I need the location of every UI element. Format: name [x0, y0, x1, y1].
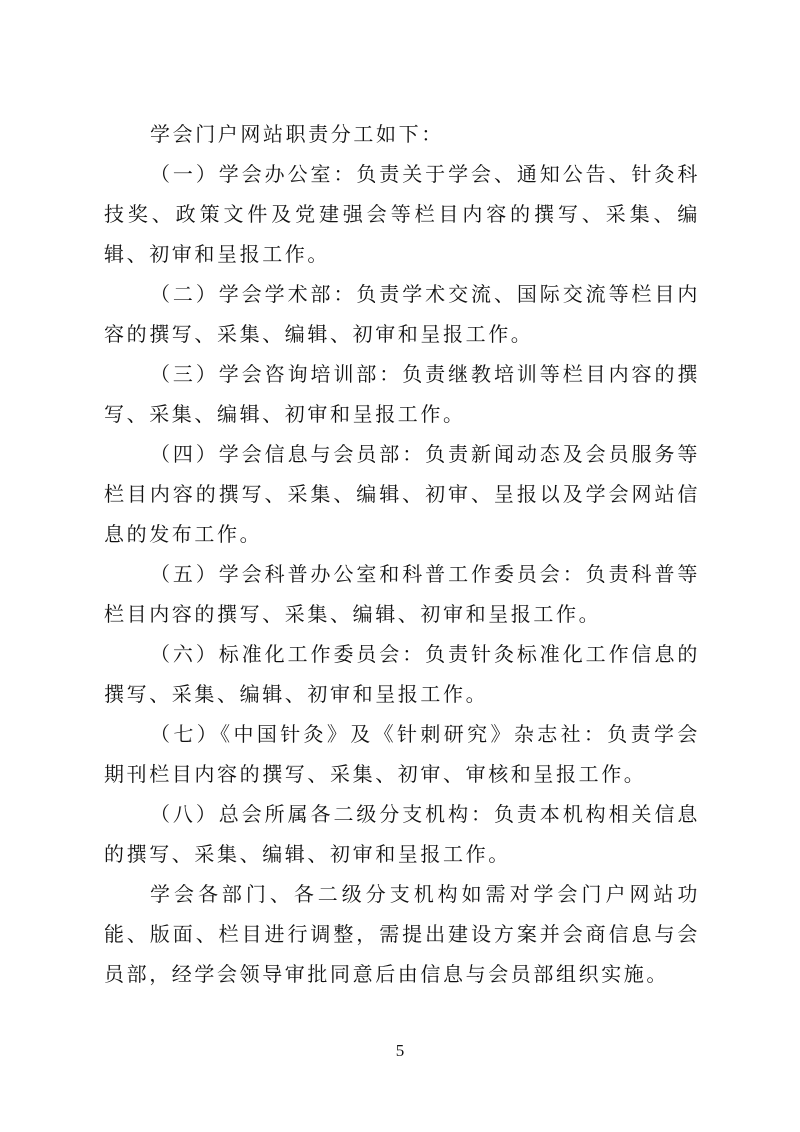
paragraph-item-4: （四）学会信息与会员部：负责新闻动态及会员服务等栏目内容的撰写、采集、编辑、初审、呈报以及学会网站信息的发布工作。 — [104, 442, 700, 546]
paragraph-item-6: （六）标准化工作委员会：负责针灸标准化工作信息的撰写、采集、编辑、初审和呈报工作。 — [104, 642, 700, 706]
page-number: 5 — [395, 1041, 405, 1060]
paragraph-item-7: （七）《中国针灸》及《针刺研究》杂志社：负责学会期刊栏目内容的撰写、采集、初审、审核和呈报工作。 — [104, 722, 700, 786]
paragraph-item-1: （一）学会办公室：负责关于学会、通知公告、针灸科技奖、政策文件及党建强会等栏目内容的撰写、采集、编辑、初审和呈报工作。 — [104, 162, 700, 266]
paragraph-intro: 学会门户网站职责分工如下： — [150, 122, 444, 146]
paragraph-item-2: （二）学会学术部：负责学术交流、国际交流等栏目内容的撰写、采集、编辑、初审和呈报工作。 — [104, 282, 700, 346]
paragraph-closing: 学会各部门、各二级分支机构如需对学会门户网站功能、版面、栏目进行调整，需提出建设方案并会商信息与会员部，经学会领导审批同意后由信息与会员部组织实施。 — [104, 882, 700, 986]
paragraph-item-3: （三）学会咨询培训部：负责继教培训等栏目内容的撰写、采集、编辑、初审和呈报工作。 — [104, 362, 700, 426]
paragraph-item-8: （八）总会所属各二级分支机构：负责本机构相关信息的撰写、采集、编辑、初审和呈报工作。 — [104, 802, 700, 866]
paragraph-item-5: （五）学会科普办公室和科普工作委员会：负责科普等栏目内容的撰写、采集、编辑、初审和呈报工作。 — [104, 562, 700, 626]
body-text — [104, 114, 700, 994]
